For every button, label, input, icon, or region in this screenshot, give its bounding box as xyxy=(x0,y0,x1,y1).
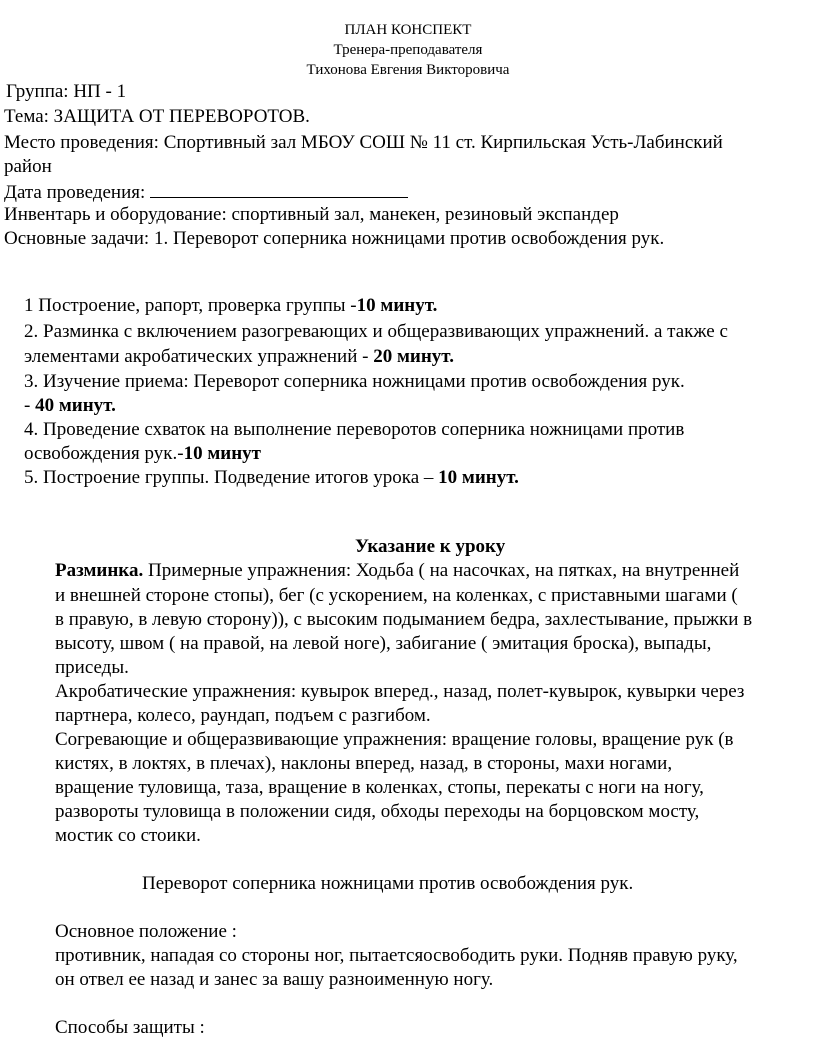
position-label: Основное положение : xyxy=(55,921,237,942)
plan-item-2-text: элементами акробатических упражнений - xyxy=(24,346,374,367)
plan-item-4-line-2 xyxy=(24,442,261,466)
warm-line-2: кистях, в локтях, в плечах), наклоны вперед, назад, в стороны, махи ногами, xyxy=(55,753,673,774)
equipment-line: Инвентарь и оборудование: спортивный зал, манекен, резиновый экспандер xyxy=(4,204,619,225)
acro-line-1: Акробатические упражнения: кувырок вперед., назад, полет-кувырок, кувырки через xyxy=(55,681,745,702)
guidance-heading: Указание к уроку xyxy=(355,536,506,557)
plan-item-1-text: 1 Построение, рапорт, проверка группы - xyxy=(24,295,357,316)
position-line-1: противник, нападая со стороны ног, пытаетсяосвободить руки. Подняв правую руку, xyxy=(55,945,738,966)
place-line-2: район xyxy=(4,156,52,177)
plan-item-3-line-1: 3. Изучение приема: Переворот соперника ножницами против освобождения рук. xyxy=(24,371,685,392)
warm-line-4: развороты туловища в положении сидя, обходы переходы на борцовском мосту, xyxy=(55,801,700,822)
warmup-line-2: и внешней стороне стопы), бег (с ускорением, на коленках, с приставными шагами ( xyxy=(55,585,738,606)
warmup-line-4: высоту, швом ( на правой, на левой ноге), забигание ( эмитация броска), выпады, xyxy=(55,633,712,654)
warmup-label: Разминка. xyxy=(55,560,144,581)
plan-item-4-text: освобождения рук.- xyxy=(24,443,184,464)
date-label: Дата проведения: xyxy=(4,182,151,203)
tasks-line: Основные задачи: 1. Переворот соперника ножницами против освобождения рук. xyxy=(4,228,665,249)
place-line-1: Место проведения: Спортивный зал МБОУ СОШ № 11 ст. Кирпильская Усть-Лабинский xyxy=(4,132,723,153)
plan-item-4-time: 10 минут xyxy=(183,443,261,464)
date-line xyxy=(4,179,408,205)
warmup-line-5: приседы. xyxy=(55,657,129,678)
plan-item-4-line-1: 4. Проведение схваток на выполнение переворотов соперника ножницами против xyxy=(24,419,685,440)
date-blank-field xyxy=(150,179,408,198)
plan-item-2-time: 20 минут. xyxy=(373,346,454,367)
plan-item-3-time: 40 минут. xyxy=(35,395,116,416)
document-title: ПЛАН КОНСПЕКТ xyxy=(344,22,472,38)
warm-line-1: Согревающие и общеразвивающие упражнения: вращение головы, вращение рук (в xyxy=(55,729,734,750)
plan-item-2-line-1: 2. Разминка с включением разогревающих и общеразвивающих упражнений. а также с xyxy=(24,321,728,342)
plan-item-5 xyxy=(24,466,519,490)
plan-item-3-line-2 xyxy=(24,394,116,418)
plan-item-1 xyxy=(24,294,437,318)
document-header xyxy=(0,20,816,80)
plan-item-5-time: 10 минут. xyxy=(438,467,519,488)
plan-item-3-text: - xyxy=(24,395,36,416)
group-line: Группа: НП - 1 xyxy=(6,81,127,102)
plan-item-2-line-2 xyxy=(24,345,454,369)
warm-line-5: мостик со стоики. xyxy=(55,825,201,846)
document-author: Тихонова Евгения Викторовича xyxy=(306,62,510,78)
warm-line-3: вращение туловища, таза, вращение в коленках, стопы, перекаты с ноги на ногу, xyxy=(55,777,704,798)
position-line-2: он отвел ее назад и занес за вашу разноименную ногу. xyxy=(55,969,494,990)
warmup-line-3: в правую, в левую сторону)), с высоким подыманием бедра, захлестывание, прыжки в xyxy=(55,609,753,630)
warmup-line-1 xyxy=(55,559,739,583)
plan-item-1-time: 10 минут. xyxy=(356,295,438,316)
warmup-text-1: Примерные упражнения: Ходьба ( на насочках, на пятках, на внутренней xyxy=(143,560,740,581)
plan-item-5-text: 5. Построение группы. Подведение итогов урока – xyxy=(24,467,439,488)
technique-title: Переворот соперника ножницами против освобождения рук. xyxy=(142,873,634,894)
defense-label: Способы защиты : xyxy=(55,1017,205,1038)
document-subtitle: Тренера-преподавателя xyxy=(333,42,483,58)
topic-line: Тема: ЗАЩИТА ОТ ПЕРЕВОРОТОВ. xyxy=(4,106,310,127)
acro-line-2: партнера, колесо, раундап, подъем с разгибом. xyxy=(55,705,431,726)
